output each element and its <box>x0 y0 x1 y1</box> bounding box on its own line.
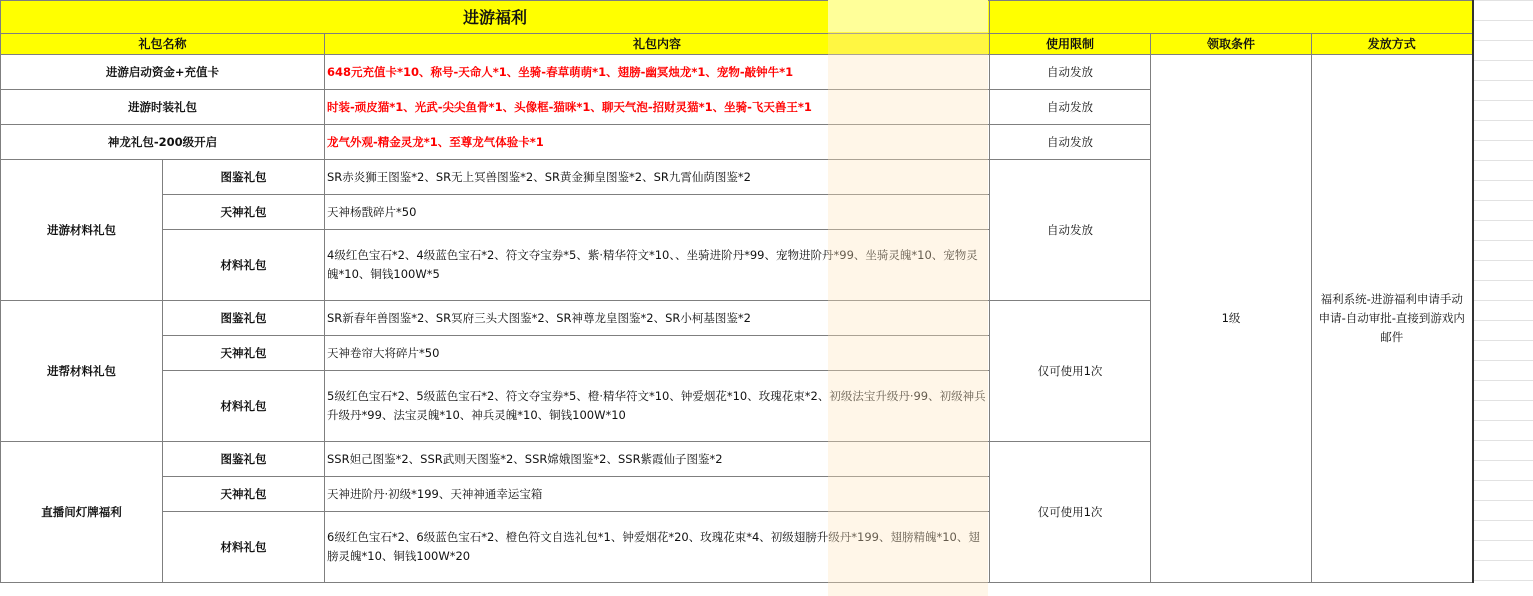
sub-content-cell[interactable]: 天神进阶丹·初级*199、天神神通幸运宝箱 <box>325 477 990 512</box>
table-row <box>1 55 1473 90</box>
sub-content-cell[interactable]: 6级红色宝石*2、6级蓝色宝石*2、橙色符文自选礼包*1、钟爱烟花*20、玫瑰花束*4、初级翅膀升级丹*199、翅膀精魄*10、翅膀灵魄*10、铜钱100W*20 <box>325 512 990 583</box>
empty-grid-area <box>1472 0 1533 596</box>
title-row <box>1 1 1473 34</box>
header-method[interactable]: 发放方式 <box>1312 34 1473 55</box>
sub-content-cell[interactable]: 4级红色宝石*2、4级蓝色宝石*2、符文夺宝券*5、紫·精华符文*10、、坐骑进阶丹*99、宠物进阶丹*99、坐骑灵魄*10、宠物灵魄*10、铜钱100W*5 <box>325 230 990 301</box>
sub-content-cell[interactable]: 天神卷帘大将碎片*50 <box>325 336 990 371</box>
header-condition[interactable]: 领取条件 <box>1151 34 1312 55</box>
header-row <box>1 34 1473 55</box>
header-name[interactable]: 礼包名称 <box>1 34 325 55</box>
gift-name-cell[interactable]: 进游时装礼包 <box>1 90 325 125</box>
header-limit[interactable]: 使用限制 <box>990 34 1151 55</box>
limit-cell[interactable]: 仅可使用1次 <box>990 301 1151 442</box>
sub-type-cell[interactable]: 天神礼包 <box>163 336 325 371</box>
sub-type-cell[interactable]: 材料礼包 <box>163 512 325 583</box>
sub-type-cell[interactable]: 天神礼包 <box>163 477 325 512</box>
sub-type-cell[interactable]: 图鉴礼包 <box>163 160 325 195</box>
gift-content-cell[interactable]: 648元充值卡*10、称号-天命人*1、坐骑-春草萌萌*1、翅膀-幽冥烛龙*1、宠物-敲钟牛*1 <box>325 55 990 90</box>
sub-type-cell[interactable]: 天神礼包 <box>163 195 325 230</box>
method-cell[interactable]: 福利系统-进游福利申请手动申请-自动审批-直接到游戏内邮件 <box>1312 55 1473 583</box>
limit-cell[interactable]: 自动发放 <box>990 55 1151 90</box>
limit-cell[interactable]: 自动发放 <box>990 125 1151 160</box>
sub-type-cell[interactable]: 图鉴礼包 <box>163 442 325 477</box>
title-empty-cell[interactable] <box>990 1 1473 34</box>
gift-name-cell[interactable]: 进游启动资金+充值卡 <box>1 55 325 90</box>
limit-cell[interactable]: 仅可使用1次 <box>990 442 1151 583</box>
group-name-cell[interactable]: 进帮材料礼包 <box>1 301 163 442</box>
gift-content-cell[interactable]: 时装-顽皮猫*1、光武-尖尖鱼骨*1、头像框-猫咪*1、聊天气泡-招财灵猫*1、坐骑-飞天兽王*1 <box>325 90 990 125</box>
sub-type-cell[interactable]: 图鉴礼包 <box>163 301 325 336</box>
group-name-cell[interactable]: 进游材料礼包 <box>1 160 163 301</box>
sub-type-cell[interactable]: 材料礼包 <box>163 230 325 301</box>
gift-name-cell[interactable]: 神龙礼包-200级开启 <box>1 125 325 160</box>
sub-content-cell[interactable]: 5级红色宝石*2、5级蓝色宝石*2、符文夺宝券*5、橙·精华符文*10、钟爱烟花*10、玫瑰花束*2、初级法宝升级丹·99、初级神兵升级丹*99、法宝灵魄*10、神兵灵魄*10、铜钱100W*10 <box>325 371 990 442</box>
sub-content-cell[interactable]: 天神杨戬碎片*50 <box>325 195 990 230</box>
sub-content-cell[interactable]: SSR妲己图鉴*2、SSR武则天图鉴*2、SSR嫦娥图鉴*2、SSR紫霞仙子图鉴*2 <box>325 442 990 477</box>
header-content[interactable]: 礼包内容 <box>325 34 990 55</box>
limit-cell[interactable]: 自动发放 <box>990 90 1151 125</box>
limit-cell[interactable]: 自动发放 <box>990 160 1151 301</box>
sub-content-cell[interactable]: SR赤炎狮王图鉴*2、SR无上冥兽图鉴*2、SR黄金狮皇图鉴*2、SR九霄仙荫图鉴*2 <box>325 160 990 195</box>
sub-type-cell[interactable]: 材料礼包 <box>163 371 325 442</box>
group-name-cell[interactable]: 直播间灯牌福利 <box>1 442 163 583</box>
sub-content-cell[interactable]: SR新春年兽图鉴*2、SR冥府三头犬图鉴*2、SR神尊龙皇图鉴*2、SR小柯基图鉴*2 <box>325 301 990 336</box>
gift-content-cell[interactable]: 龙气外观-精金灵龙*1、至尊龙气体验卡*1 <box>325 125 990 160</box>
condition-cell[interactable]: 1级 <box>1151 55 1312 583</box>
table-title[interactable]: 进游福利 <box>1 1 990 34</box>
